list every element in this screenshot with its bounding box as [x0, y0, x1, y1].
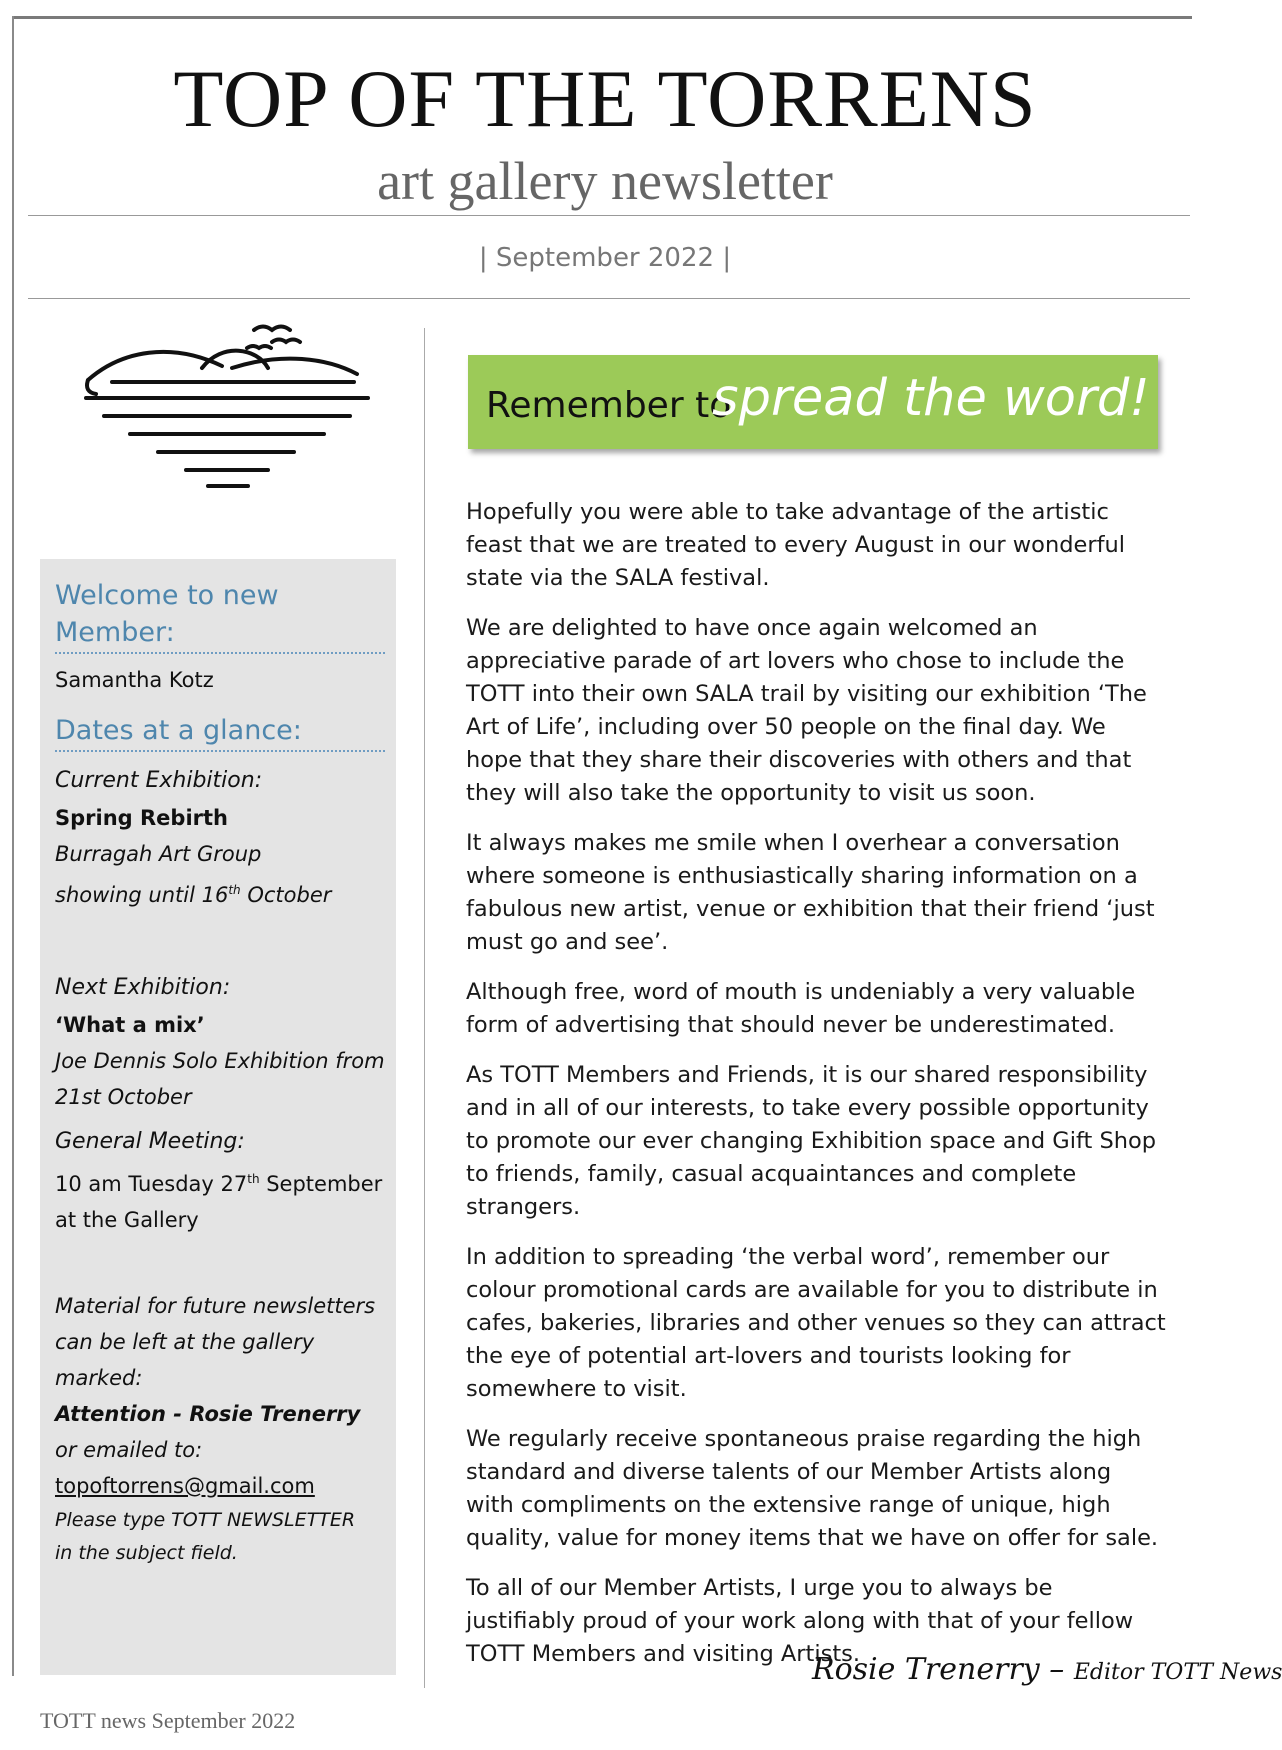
new-member-name: Samantha Kotz	[55, 668, 214, 692]
column-divider	[424, 328, 425, 1688]
page-footer: TOTT news September 2022	[40, 1708, 296, 1733]
header-divider	[28, 215, 1190, 216]
next-exhibition-detail: Joe Dennis Solo Exhibition from	[55, 1049, 385, 1073]
article-paragraph: Hopefully you were able to take advantage of the artistic feast that we are treated to every August in our wonderful state via the SALA festival.	[466, 499, 1126, 591]
submissions-text: or emailed to:	[55, 1438, 203, 1462]
welcome-heading: Welcome to new Member:	[55, 577, 385, 654]
next-exhibition-label: Next Exhibition:	[55, 975, 231, 1000]
current-exhibition-label: Current Exhibition:	[55, 768, 263, 793]
article-paragraph: To all of our Member Artists, I urge you to always be justifiably proud of your work along with that of your fellow TOTT Members and visiting Artists.	[466, 1575, 1134, 1667]
submissions-note: in the subject field.	[55, 1542, 238, 1564]
newsletter-subtitle: art gallery newsletter	[377, 151, 833, 211]
editor-signature	[812, 1652, 1282, 1687]
article-paragraph: In addition to spreading ‘the verbal word’, remember our colour promotional cards are available for you to distribute in cafes, bakeries, libraries and other venues so they can attract the eye of potential art-lovers and tourists looking for somewhere to visit.	[466, 1244, 1166, 1402]
current-exhibition-dates: showing until 16th October	[55, 883, 332, 907]
header-divider	[28, 298, 1190, 299]
next-exhibition-date: 21st October	[55, 1085, 192, 1109]
submissions-text: Material for future newsletters	[55, 1294, 376, 1318]
signature-role: Editor TOTT News	[1073, 1660, 1282, 1685]
top-border	[12, 16, 1192, 19]
sidebar-panel	[40, 559, 396, 1675]
newsletter-title: TOP OF THE TORRENS	[173, 53, 1037, 144]
article-paragraph: We are delighted to have once again welcomed an appreciative parade of art lovers who chose to include the TOTT into their own SALA trail by visiting our exhibition ‘The Art of Life’, including over 50 people on the final day. We hope that they share their discoveries with others and that they will also take the opportunity to visit us soon.	[466, 615, 1147, 806]
submissions-text: marked:	[55, 1366, 143, 1390]
general-meeting-location: at the Gallery	[55, 1208, 199, 1232]
issue-date: | September 2022 |	[478, 243, 732, 273]
email-link[interactable]: topoftorrens@gmail.com	[55, 1474, 315, 1498]
signature-name: Rosie Trenerry –	[812, 1652, 1065, 1687]
article-paragraph: We regularly receive spontaneous praise regarding the high standard and diverse talents of our Member Artists along with compliments on the extensive range of unique, high quality, value for money items that we have on offer for sale.	[466, 1426, 1159, 1551]
current-exhibition-title: Spring Rebirth	[55, 806, 228, 830]
submissions-attention: Attention - Rosie Trenerry	[55, 1402, 361, 1426]
banner-lead: Remember to	[486, 385, 732, 426]
next-exhibition-title: ‘What a mix’	[55, 1013, 205, 1037]
article-paragraph: Although free, word of mouth is undeniably a very valuable form of advertising that should never be underestimated.	[466, 979, 1136, 1038]
article-paragraph: As TOTT Members and Friends, it is our shared responsibility and in all of our interests, to take every possible opportunity to promote our ever changing Exhibition space and Gift Shop to friends, family, casual acquaintances and complete strangers.	[466, 1062, 1157, 1220]
submissions-text: can be left at the gallery	[55, 1330, 315, 1354]
spread-the-word-banner	[468, 355, 1158, 449]
article-paragraph: It always makes me smile when I overhear a conversation where someone is enthusiastically sharing information on a fabulous new artist, venue or exhibition that their friend ‘just must go and see’.	[466, 830, 1155, 955]
gallery-logo-icon	[82, 322, 374, 497]
banner-emphasis: spread the word!	[712, 369, 1150, 428]
dates-heading: Dates at a glance:	[55, 712, 385, 752]
submissions-note: Please type TOTT NEWSLETTER	[55, 1509, 356, 1531]
general-meeting-time: 10 am Tuesday 27th September	[55, 1172, 383, 1196]
article-body	[466, 496, 1166, 1688]
general-meeting-label: General Meeting:	[55, 1129, 245, 1154]
current-exhibition-group: Burragah Art Group	[55, 842, 262, 866]
